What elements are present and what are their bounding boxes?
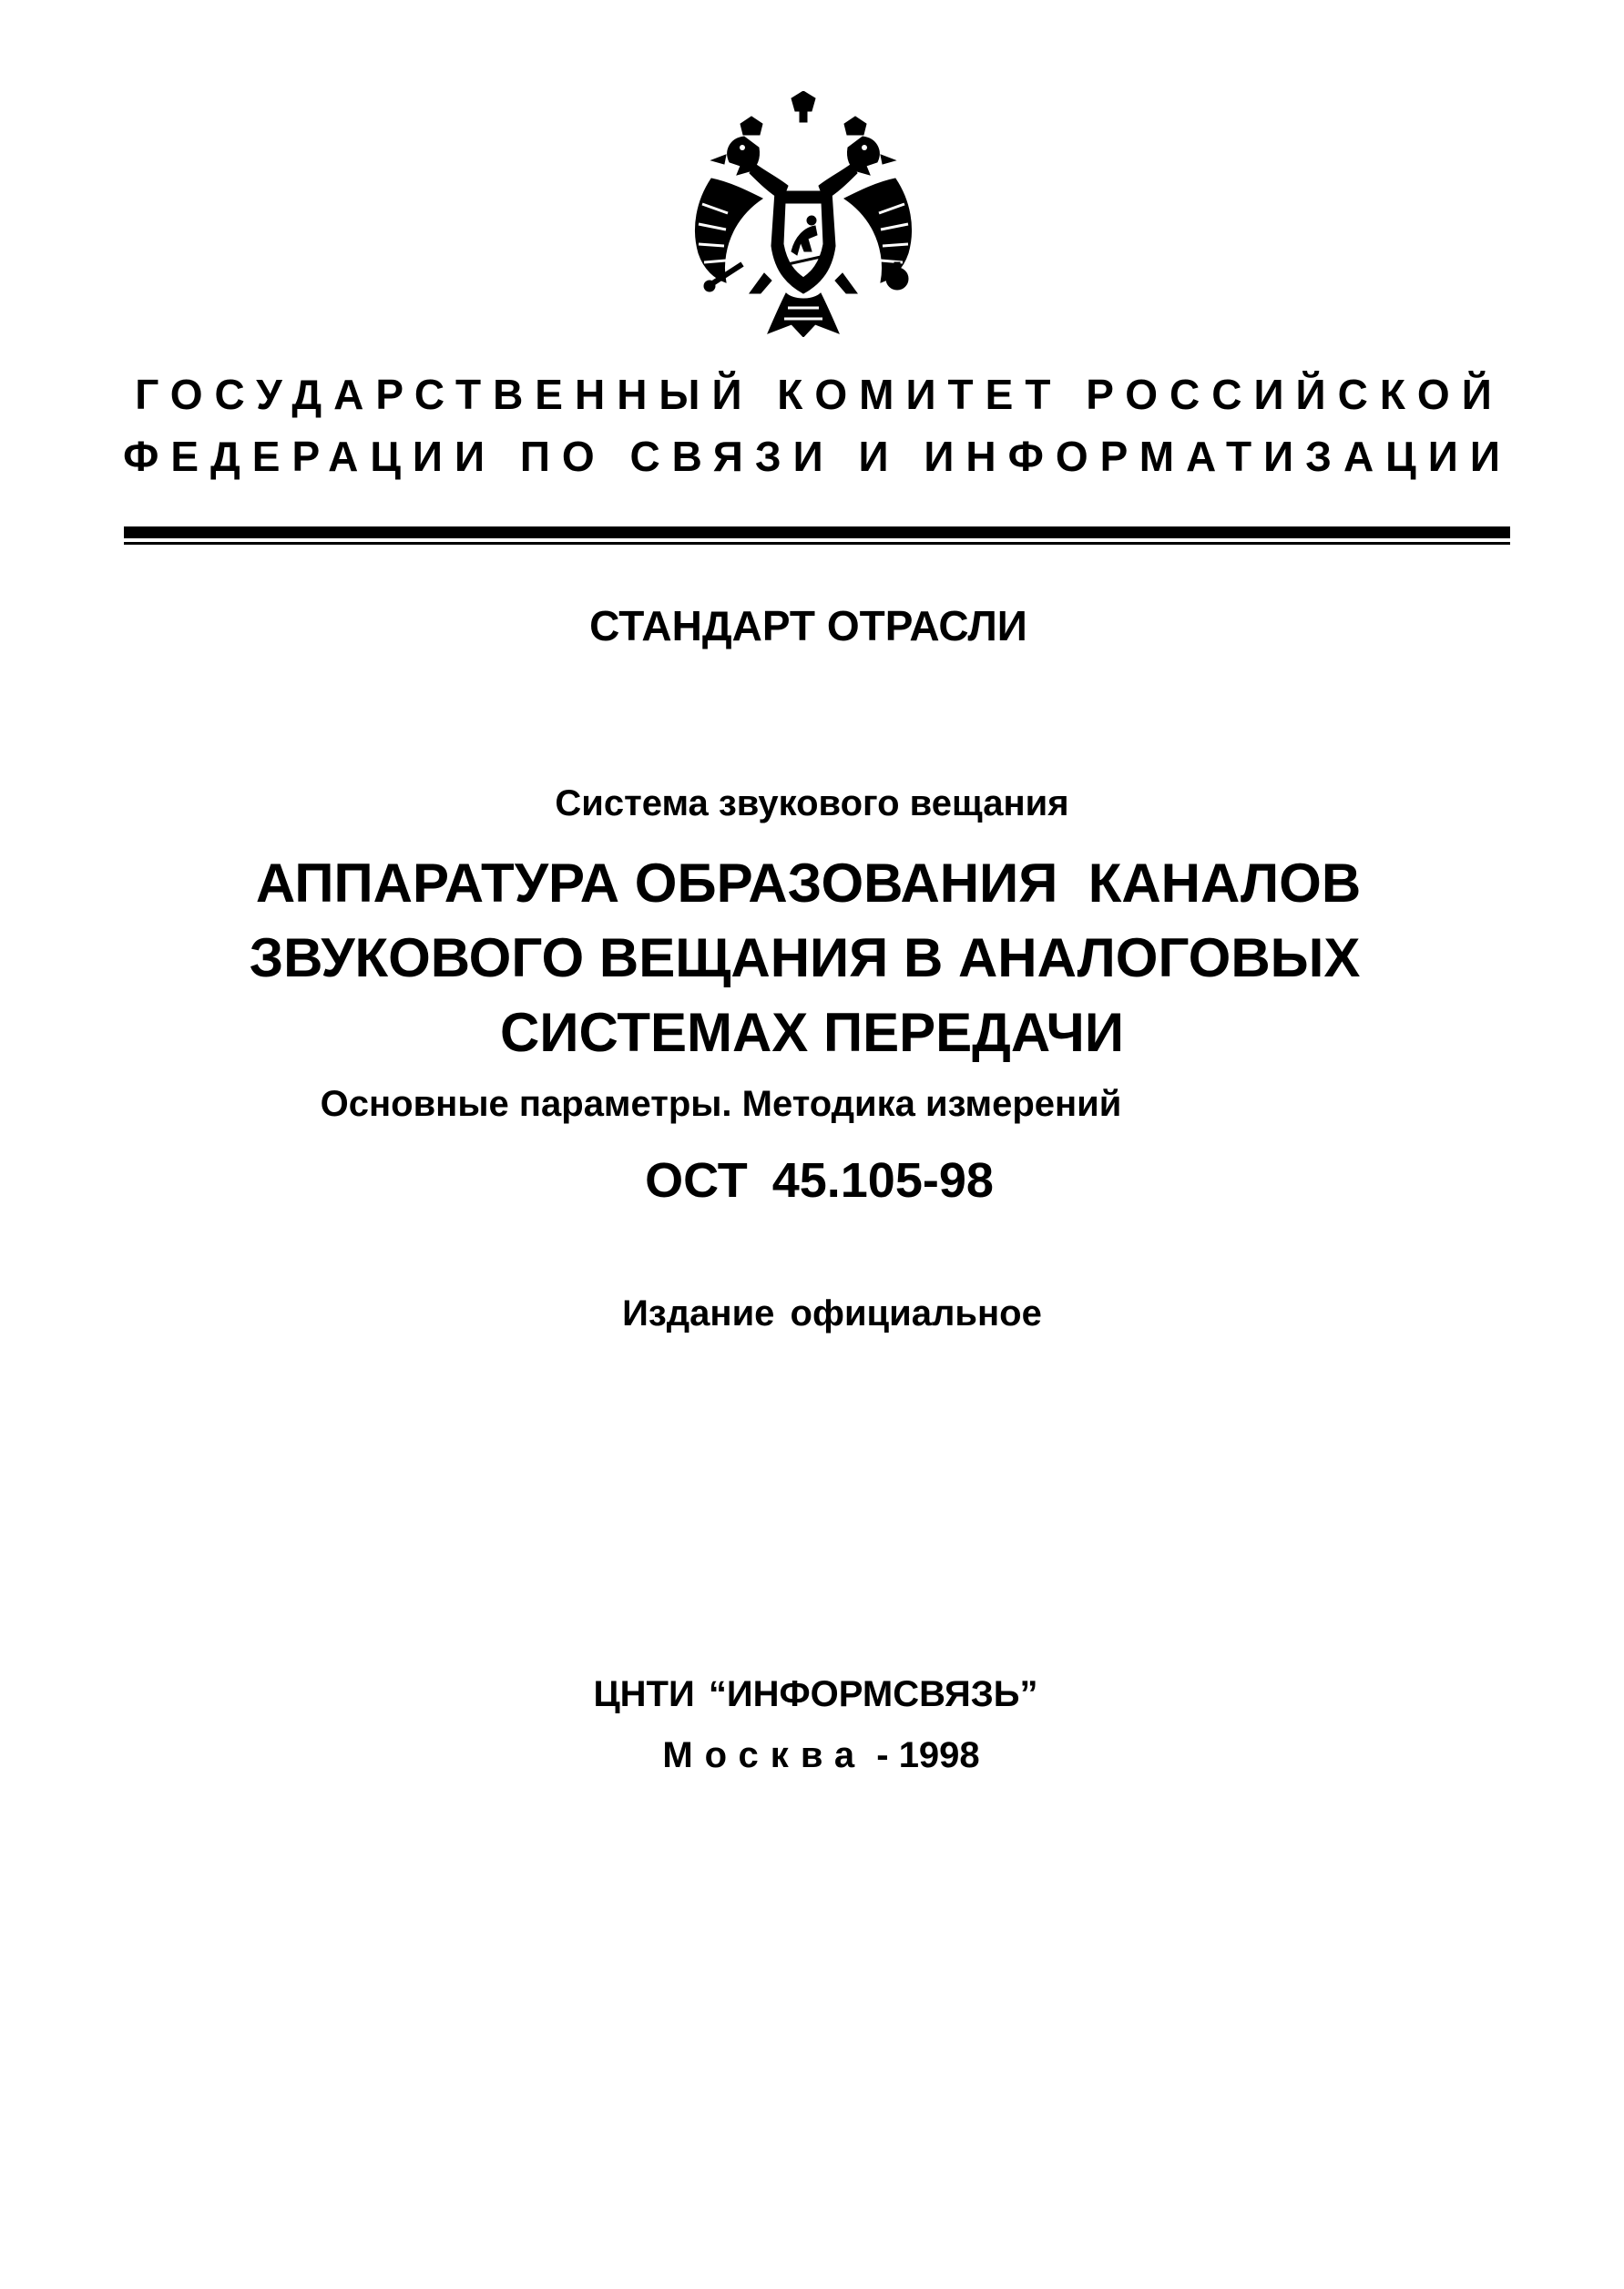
publication-city: Москва — [662, 1735, 867, 1775]
title-line2: ЗВУКОВОГО ВЕЩАНИЯ В АНАЛОГОВЫХ — [249, 927, 1361, 988]
committee-name-line2: ФЕДЕРАЦИИ ПО СВЯЗИ И ИНФОРМАТИЗАЦИИ — [123, 433, 1512, 480]
standard-designation: ОСТ 45.105-98 — [645, 1153, 994, 1208]
committee-name-line1: ГОСУДАРСТВЕННЫЙ КОМИТЕТ РОССИЙСКОЙ — [135, 371, 1504, 418]
document-subtitle: Основные параметры. Методика измерений — [320, 1084, 1122, 1124]
title-line1: АППАРАТУРА ОБРАЗОВАНИЯ КАНАЛОВ — [255, 853, 1362, 914]
title-line3: СИСТЕМАХ ПЕРЕДАЧИ — [500, 1002, 1124, 1063]
header-divider-thin — [124, 542, 1510, 545]
header-divider-thick — [124, 526, 1510, 538]
publication-place-year — [9, 1735, 1624, 1776]
publisher-name: ЦНТИ “ИНФОРМСВЯЗЬ” — [593, 1674, 1038, 1714]
standard-type: СТАНДАРТ ОТРАСЛИ — [589, 602, 1027, 649]
city-year-separator: - — [866, 1735, 899, 1775]
publication-year: 1998 — [898, 1735, 980, 1775]
series-name: Система звукового вещания — [555, 783, 1069, 823]
coat-of-arms-icon — [684, 91, 923, 337]
edition-note: Издание официальное — [622, 1293, 1042, 1334]
